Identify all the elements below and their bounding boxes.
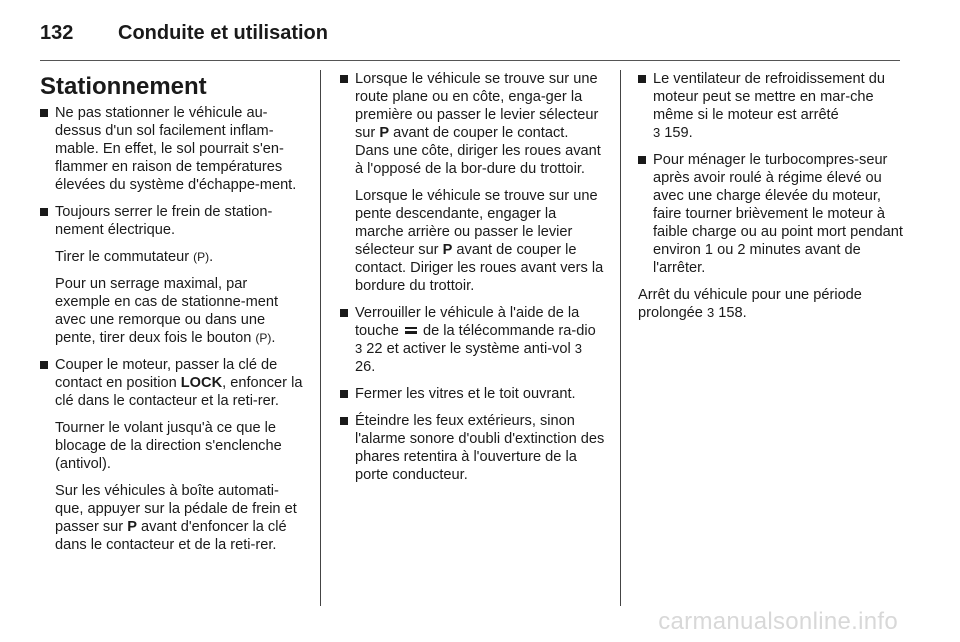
column-divider: [320, 70, 321, 606]
column-2: [340, 70, 606, 493]
bullet-square-icon: [340, 417, 348, 425]
column-divider: [620, 70, 621, 606]
bullet-square-icon: [638, 75, 646, 83]
page-number: 132: [40, 21, 74, 44]
page-ref-arrow-icon: 3: [653, 125, 661, 140]
bullet-square-icon: [40, 208, 48, 216]
list-item: Toujours serrer le frein de station-nement électrique. Tirer le commutateur (P). Pour un serrage maximal, par exemple en cas de stationne-ment avec une remorque ou dans une pente, tirer deux fois le bouton (P).: [40, 203, 306, 347]
list-item: Couper le moteur, passer la clé de contact en position LOCK, enfoncer la clé dans le contacteur et la reti-rer. Tourner le volant jusqu'à ce que le blocage de la direction s'enclenche (antivol). Sur les véhicules à boîte automati-que, appuyer sur la pédale de frein et passer sur P avant d'enfoncer la clé dans le contacteur et de la reti-rer.: [40, 356, 306, 554]
list-item: Verrouiller le véhicule à l'aide de la touche de la télécommande ra-dio 3 22 et activer le système anti-vol 3 26.: [340, 304, 606, 376]
watermark: carmanualsonline.info: [658, 608, 898, 635]
lock-key-icon: [405, 327, 417, 334]
page-ref-arrow-icon: 3: [706, 305, 715, 320]
list-item: Le ventilateur de refroidissement du moteur peut se mettre en mar-che même si le moteur est arrêté 3 159.: [638, 70, 904, 142]
bullet-square-icon: [40, 361, 48, 369]
list-item: Pour ménager le turbocompres-seur après avoir roulé à régime élevé ou avec une charge élevée du moteur, faire tourner brièvement le moteur à faible charge ou au point mort pendant environ 1 ou 2 minutes avant de l'arrêter.: [638, 151, 904, 277]
chapter-title: Conduite et utilisation: [118, 21, 328, 44]
list-item: Éteindre les feux extérieurs, sinon l'alarme sonore d'oubli d'extinction des phares retentira à l'ouverture de la porte conducteur.: [340, 412, 606, 484]
list-item: Lorsque le véhicule se trouve sur une route plane ou en côte, enga-ger la première ou passer le levier sélecteur sur P avant de couper le contact. Dans une côte, diriger les roues avant à l'opposé de la bor-dure du trottoir. Lorsque le véhicule se trouve sur une pente descendante, engager la marche arrière ou passer le levier sélecteur sur P avant de couper le contact. Diriger les roues avant vers la bordure du trottoir.: [340, 70, 606, 295]
parking-brake-icon: (P): [193, 250, 210, 264]
page-ref-arrow-icon: 3: [355, 341, 363, 356]
bullet-square-icon: [340, 390, 348, 398]
header-rule: [40, 60, 900, 61]
page-ref-arrow-icon: 3: [574, 341, 583, 356]
bullet-square-icon: [340, 75, 348, 83]
bullet-square-icon: [638, 156, 646, 164]
page-header: [40, 16, 328, 50]
parking-brake-icon: (P): [255, 331, 272, 345]
bullet-square-icon: [40, 109, 48, 117]
list-item: Ne pas stationner le véhicule au-dessus d'un sol facilement inflam-mable. En effet, le sol pourrait s'en-flammer en raison de températures élevées du système d'échappe-ment.: [40, 104, 306, 194]
bullet-square-icon: [340, 309, 348, 317]
paragraph: Arrêt du véhicule pour une période prolongée 3 158.: [638, 287, 862, 321]
column-3: [638, 70, 904, 322]
list-item: Fermer les vitres et le toit ouvrant.: [340, 385, 606, 403]
column-1: [40, 70, 306, 563]
section-title: Stationnement: [40, 73, 207, 100]
